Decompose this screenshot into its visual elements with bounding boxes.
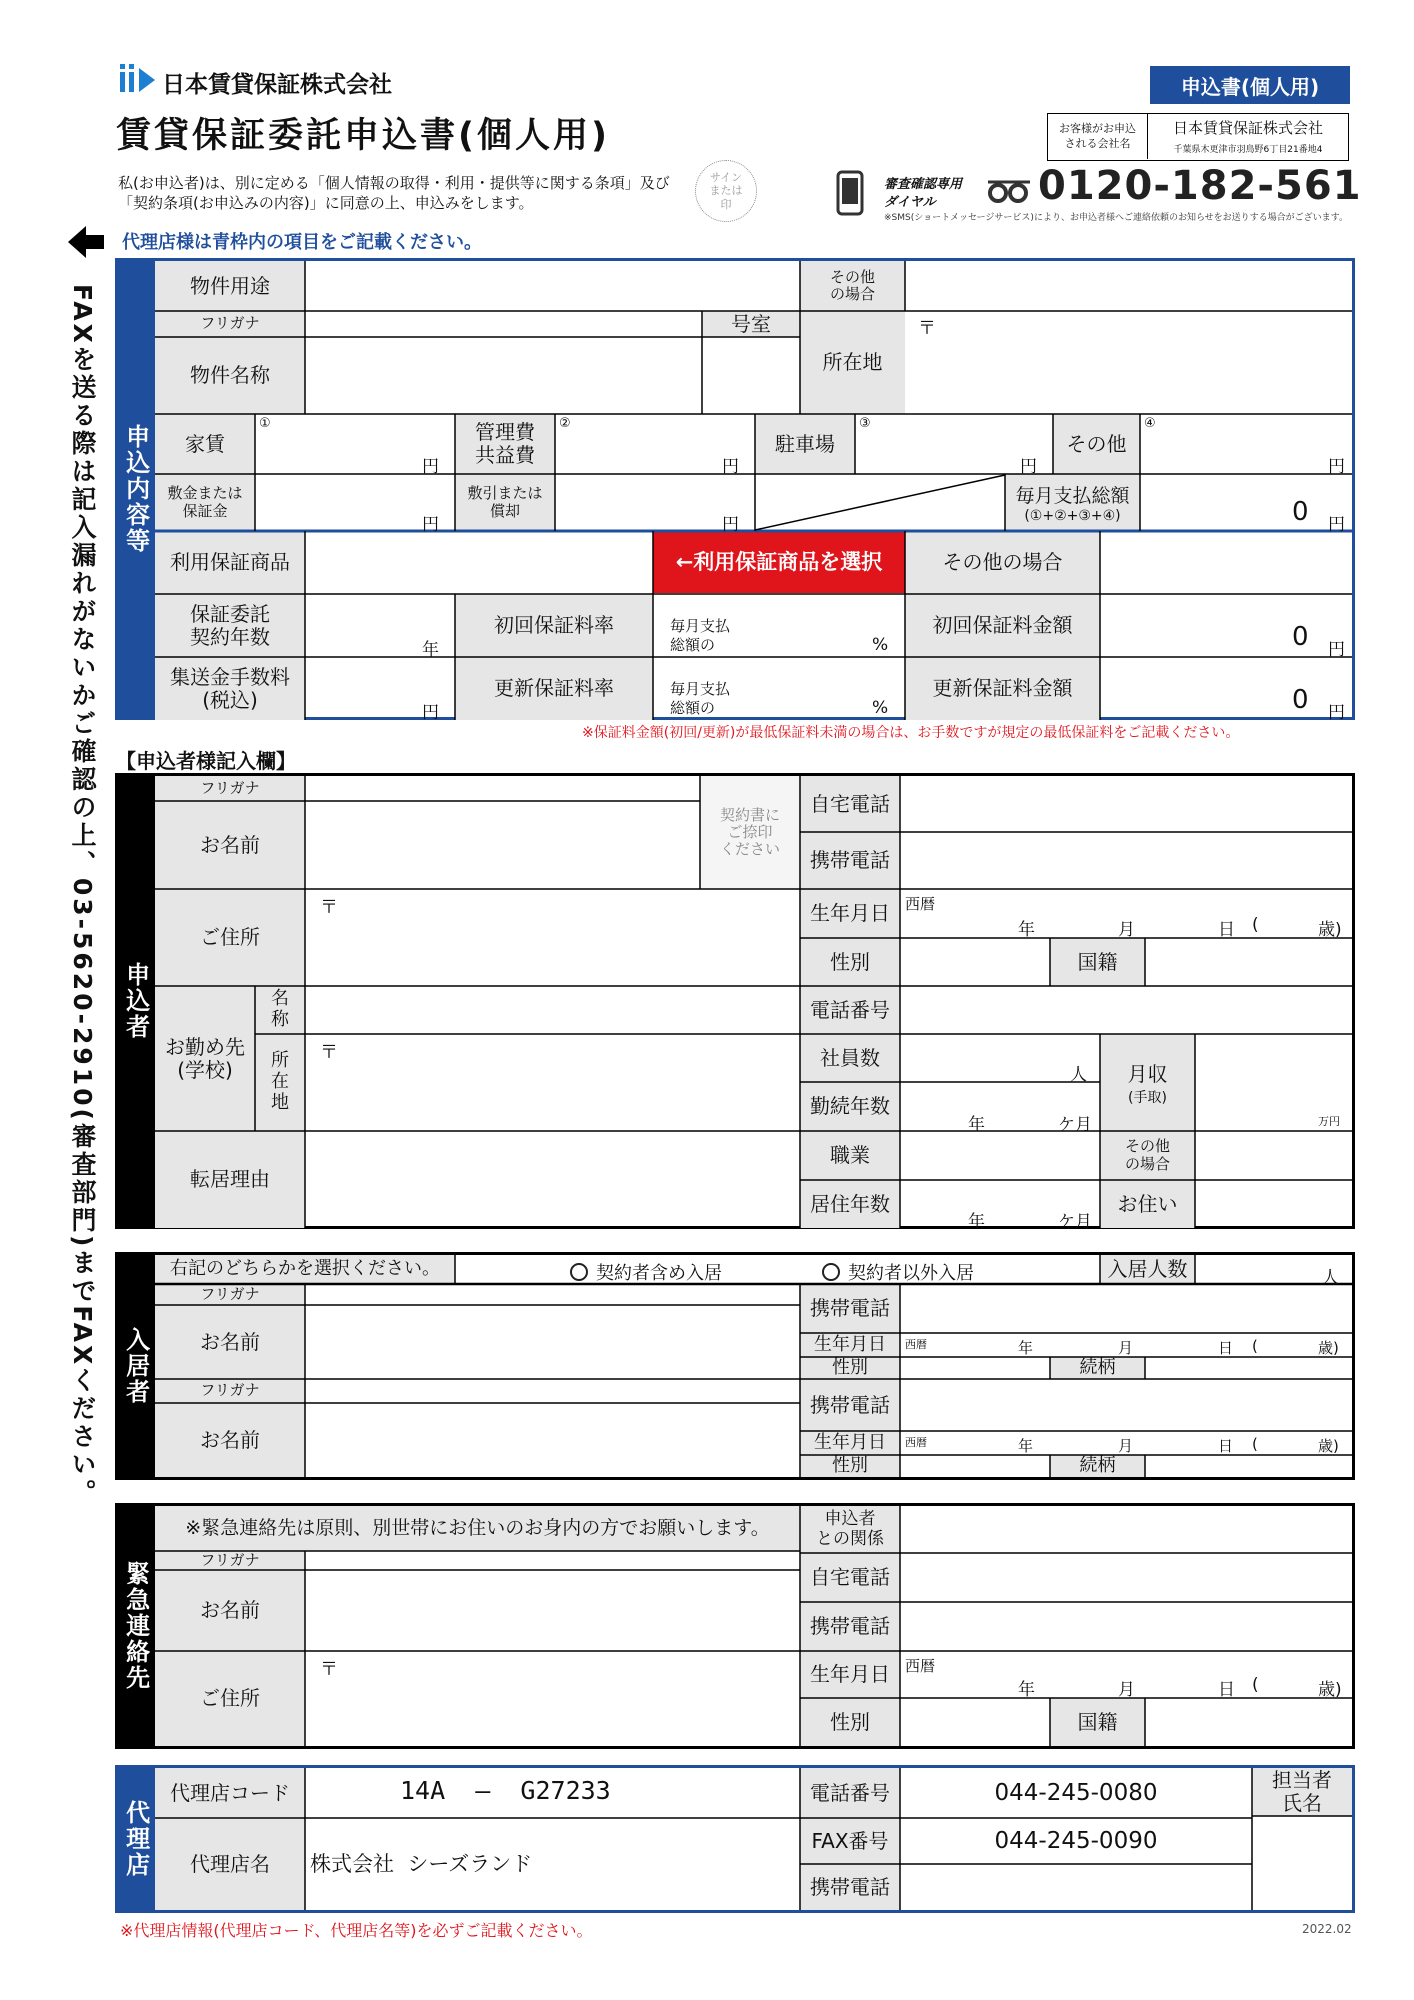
option-excluding-label: 契約者以外入居 xyxy=(848,1263,974,1284)
agent-name-value[interactable]: 株式会社 シーズランド xyxy=(310,1852,533,1876)
furigana-label: フリガナ xyxy=(200,314,260,333)
years-employed-label: 勤続年数 xyxy=(810,1094,890,1118)
customer-company-address: 千葉県木更津市羽鳥野6丁目21番地4 xyxy=(1173,144,1323,155)
applicant-name-label: お名前 xyxy=(200,832,260,857)
renewal-rate-percent: % xyxy=(872,698,889,718)
rent-yen: 円 xyxy=(422,457,439,477)
renewal-rate-label: 更新保証料率 xyxy=(494,676,614,700)
emergency-home-phone-label: 自宅電話 xyxy=(810,1565,890,1589)
initial-amount-value: 0 xyxy=(1292,622,1309,652)
sign-stamp-circle: サイン または 印 xyxy=(695,160,757,222)
initial-rate-label: 初回保証料率 xyxy=(494,613,614,637)
monthly-income-sub: (手取) xyxy=(1128,1090,1167,1106)
occupant2-name-label: お名前 xyxy=(200,1427,260,1452)
workplace-label: お勤め先 (学校) xyxy=(165,1034,245,1082)
form-type-badge: 申込書(個人用) xyxy=(1150,66,1350,104)
customer-company-name: 日本賃貸保証株式会社 xyxy=(1172,118,1323,137)
emergency-furigana-label: フリガナ xyxy=(200,1550,260,1569)
occupation-label: 職業 xyxy=(830,1143,870,1167)
current-residence-label: お住い xyxy=(1117,1191,1178,1216)
mgmt-fee-index: ② xyxy=(559,416,571,431)
years-resident-label: 居住年数 xyxy=(810,1191,890,1216)
location-label: 所在地 xyxy=(822,350,883,374)
monthly-income-unit: 万円 xyxy=(1318,1115,1340,1128)
fax-instruction: FAXを送る際は記入漏れがないかご確認の上、03-5620-2910(審査部門)までFAXください。 xyxy=(68,284,97,1508)
occupant1-age-unit: 歳) xyxy=(1318,1339,1339,1357)
occupant1-month-unit: 月 xyxy=(1118,1339,1134,1357)
occupant2-birth-label: 生年月日 xyxy=(814,1431,886,1453)
agent-phone-value[interactable]: 044-245-0080 xyxy=(994,1779,1158,1806)
deposit-yen: 円 xyxy=(422,515,439,535)
applicant-heading: 【申込者様記入欄】 xyxy=(116,749,296,773)
years-employed-year-unit: 年 xyxy=(968,1115,985,1135)
property-name-label: 物件名称 xyxy=(190,363,270,387)
room-no-label: 号室 xyxy=(731,311,771,336)
occupant2-day-unit: 日 xyxy=(1218,1437,1234,1455)
other-fee-yen: 円 xyxy=(1328,457,1345,477)
initial-amount-yen: 円 xyxy=(1328,640,1345,660)
agent-code-value[interactable]: 14A ― G27233 xyxy=(400,1776,611,1805)
occupant2-gender-label: 性別 xyxy=(832,1454,868,1476)
occupant2-furigana-label: フリガナ xyxy=(200,1381,260,1400)
renewal-amount-label: 更新保証料金額 xyxy=(932,676,1073,700)
workplace-name-label: 名 称 xyxy=(271,988,289,1030)
workplace-postal-mark: 〒 xyxy=(320,1042,338,1063)
applicant-birth-label: 生年月日 xyxy=(810,901,890,925)
initial-rate-percent: % xyxy=(872,635,889,655)
applicant-address-label: ご住所 xyxy=(200,925,260,949)
employees-unit: 人 xyxy=(1070,1065,1087,1085)
applicant-seireki: 西暦 xyxy=(905,895,936,913)
emergency-birth-label: 生年月日 xyxy=(810,1662,890,1686)
monthly-income-title: 月収 xyxy=(1127,1062,1168,1086)
monthly-total-value: 0 xyxy=(1292,497,1309,527)
occupant-choose-label: 右記のどちらかを選択ください。 xyxy=(170,1258,440,1280)
consent-text-2: 「契約条項(お申込みの内容)」に同意の上、申込みをします。 xyxy=(118,194,534,212)
occupant1-name-label: お名前 xyxy=(200,1329,260,1354)
emergency-gender-label: 性別 xyxy=(830,1709,870,1734)
deposit-label: 敷金または 保証金 xyxy=(167,484,243,520)
agent-required-note: ※代理店情報(代理店コード、代理店名等)を必ずご記載ください。 xyxy=(120,1921,593,1940)
parking-index: ③ xyxy=(859,416,871,431)
occupant2-month-unit: 月 xyxy=(1118,1437,1134,1455)
form-version: 2022.02 xyxy=(1302,1922,1352,1936)
customer-company-label: お客様がお申込 される会社名 xyxy=(1048,114,1148,159)
applicant-birth-day-unit: 日 xyxy=(1218,920,1235,940)
section-label-emergency: 緊急連絡先 xyxy=(115,1503,155,1749)
emergency-note: ※緊急連絡先は原則、別世帯にお住いのお身内の方でお願いします。 xyxy=(185,1516,770,1539)
section-label-application: 申込内容等 xyxy=(115,258,155,720)
monthly-total-yen: 円 xyxy=(1328,515,1345,535)
initial-amount-label: 初回保証料金額 xyxy=(932,613,1073,637)
consent-text-1: 私(お申込者)は、別に定める「個人情報の取得・利用・提供等に関する条項」及び xyxy=(118,174,670,192)
key-money-yen: 円 xyxy=(722,515,739,535)
select-product-button[interactable]: ←利用保証商品を選択 xyxy=(675,550,883,575)
emergency-nationality-label: 国籍 xyxy=(1077,1709,1118,1734)
other-case-label: その他 の場合 xyxy=(829,267,875,303)
occupant-count-unit: 人 xyxy=(1322,1268,1339,1288)
applicant-birth-month-unit: 月 xyxy=(1118,920,1135,940)
emergency-day-unit: 日 xyxy=(1218,1680,1235,1700)
review-phone-number: 0120-182-561 xyxy=(1038,163,1362,209)
agent-mobile-label: 携帯電話 xyxy=(810,1874,890,1899)
occupant1-mobile-label: 携帯電話 xyxy=(810,1296,890,1320)
workplace-location-label: 所 在 地 xyxy=(271,1050,289,1113)
monthly-total-title: 毎月支払総額 xyxy=(1015,485,1130,507)
agent-instruction: 代理店様は青枠内の項目をご記載ください。 xyxy=(122,232,482,253)
company-name: 日本賃貸保証株式会社 xyxy=(162,72,392,98)
occupant2-mobile-label: 携帯電話 xyxy=(810,1392,890,1417)
emergency-name-label: お名前 xyxy=(200,1598,260,1622)
emergency-year-unit: 年 xyxy=(1018,1680,1035,1700)
guarantee-product-label: 利用保証商品 xyxy=(170,550,290,574)
occupant1-seireki: 西暦 xyxy=(905,1338,927,1351)
initial-rate-basis: 毎月支払 総額の xyxy=(670,617,731,654)
mgmt-fee-label: 管理費 共益費 xyxy=(475,420,535,467)
years-employed-month-unit: ケ月 xyxy=(1058,1115,1092,1135)
transfer-fee-yen: 円 xyxy=(422,703,439,723)
dial-label-1: 審査確認専用 xyxy=(884,177,963,192)
years-resident-year-unit: 年 xyxy=(968,1212,985,1232)
property-use-label: 物件用途 xyxy=(190,273,270,298)
occupant1-day-unit: 日 xyxy=(1218,1339,1234,1357)
parking-yen: 円 xyxy=(1020,457,1037,477)
agent-fax-value[interactable]: 044-245-0090 xyxy=(994,1827,1158,1854)
agent-mobile-field[interactable] xyxy=(901,1865,1251,1909)
occupant2-seireki: 西暦 xyxy=(905,1436,927,1449)
other-fee-label: その他 xyxy=(1066,431,1127,456)
applicant-birth-year-unit: 年 xyxy=(1018,920,1035,940)
agent-fax-label: FAX番号 xyxy=(811,1828,889,1853)
dial-label-2: ダイヤル xyxy=(884,195,936,210)
person-in-charge-label: 担当者 氏名 xyxy=(1272,1768,1332,1815)
monthly-total-formula: (①+②+③+④) xyxy=(1024,508,1121,524)
occupant2-year-unit: 年 xyxy=(1018,1437,1034,1455)
renewal-amount-yen: 円 xyxy=(1328,703,1345,723)
years-resident-month-unit: ケ月 xyxy=(1058,1212,1092,1232)
occupant2-relation-label: 続柄 xyxy=(1079,1454,1116,1476)
renewal-rate-basis: 毎月支払 総額の xyxy=(670,680,731,717)
applicant-furigana-label: フリガナ xyxy=(200,778,260,797)
workplace-phone-label: 電話番号 xyxy=(810,997,890,1022)
applicant-home-phone-label: 自宅電話 xyxy=(810,791,890,816)
occupant-count-label: 入居人数 xyxy=(1107,1257,1188,1281)
move-reason-label: 転居理由 xyxy=(190,1167,270,1191)
emergency-address-label: ご住所 xyxy=(200,1686,260,1710)
parking-label: 駐車場 xyxy=(775,431,835,456)
contract-years-label: 保証委託 契約年数 xyxy=(190,601,270,649)
transfer-fee-label: 集送金手数料 (税込) xyxy=(170,664,290,712)
applicant-age-unit: 歳) xyxy=(1318,920,1342,940)
applicant-nationality-label: 国籍 xyxy=(1077,949,1118,974)
agent-name-label: 代理店名 xyxy=(190,1851,270,1876)
emergency-postal-mark: 〒 xyxy=(320,1659,338,1680)
mgmt-fee-yen: 円 xyxy=(722,457,739,477)
rent-index: ① xyxy=(259,416,271,431)
emergency-seireki: 西暦 xyxy=(905,1657,936,1675)
occupant1-year-unit: 年 xyxy=(1018,1339,1034,1357)
seal-note: 契約書に ご捺印 ください xyxy=(719,805,780,859)
occupant1-relation-label: 続柄 xyxy=(1079,1356,1116,1378)
form-title: 賃貸保証委託申込書(個人用) xyxy=(116,116,610,156)
option-including-label: 契約者含め入居 xyxy=(596,1263,722,1284)
agent-phone-label: 電話番号 xyxy=(810,1780,890,1805)
employees-label: 社員数 xyxy=(820,1045,880,1070)
section-label-occupant: 入居者 xyxy=(115,1252,155,1480)
contract-years-unit: 年 xyxy=(422,640,439,660)
rent-label: 家賃 xyxy=(185,431,225,456)
emergency-relation-label: 申込者 との関係 xyxy=(816,1508,884,1549)
key-money-label: 敷引または 償却 xyxy=(467,484,543,520)
occupant2-age-unit: 歳) xyxy=(1318,1437,1339,1455)
applicant-gender-label: 性別 xyxy=(830,949,870,974)
person-in-charge-field[interactable] xyxy=(1253,1817,1352,1910)
renewal-amount-value: 0 xyxy=(1292,685,1309,715)
occupant1-birth-label: 生年月日 xyxy=(814,1333,886,1355)
occupant2-paren: ( xyxy=(1252,1435,1258,1453)
applicant-paren: ( xyxy=(1252,915,1259,935)
emergency-paren: ( xyxy=(1252,1675,1259,1695)
occupant1-gender-label: 性別 xyxy=(832,1356,868,1378)
occupant1-paren: ( xyxy=(1252,1337,1258,1355)
agent-code-label: 代理店コード xyxy=(170,1780,290,1805)
occupant1-furigana-label: フリガナ xyxy=(200,1284,260,1303)
section-label-agent: 代理店 xyxy=(115,1765,155,1913)
postal-mark: 〒 xyxy=(918,318,936,339)
other-fee-index: ④ xyxy=(1144,416,1156,431)
occupation-other-label: その他 の場合 xyxy=(1124,1137,1170,1173)
sms-note: ※SMS(ショートメッセージサービス)により、お申込者様へご連絡依頼のお知らせをお送りする場合がございます。 xyxy=(884,213,1348,223)
other-product-label: その他の場合 xyxy=(942,550,1063,574)
applicant-postal-mark: 〒 xyxy=(320,897,338,918)
emergency-mobile-label: 携帯電話 xyxy=(810,1614,890,1638)
min-fee-note: ※保証料金額(初回/更新)が最低保証料未満の場合は、お手数ですが規定の最低保証料をご記載ください。 xyxy=(582,725,1240,741)
applicant-mobile-label: 携帯電話 xyxy=(810,848,890,872)
emergency-month-unit: 月 xyxy=(1118,1680,1135,1700)
section-label-applicant: 申込者 xyxy=(115,773,155,1229)
emergency-age-unit: 歳) xyxy=(1318,1680,1342,1700)
